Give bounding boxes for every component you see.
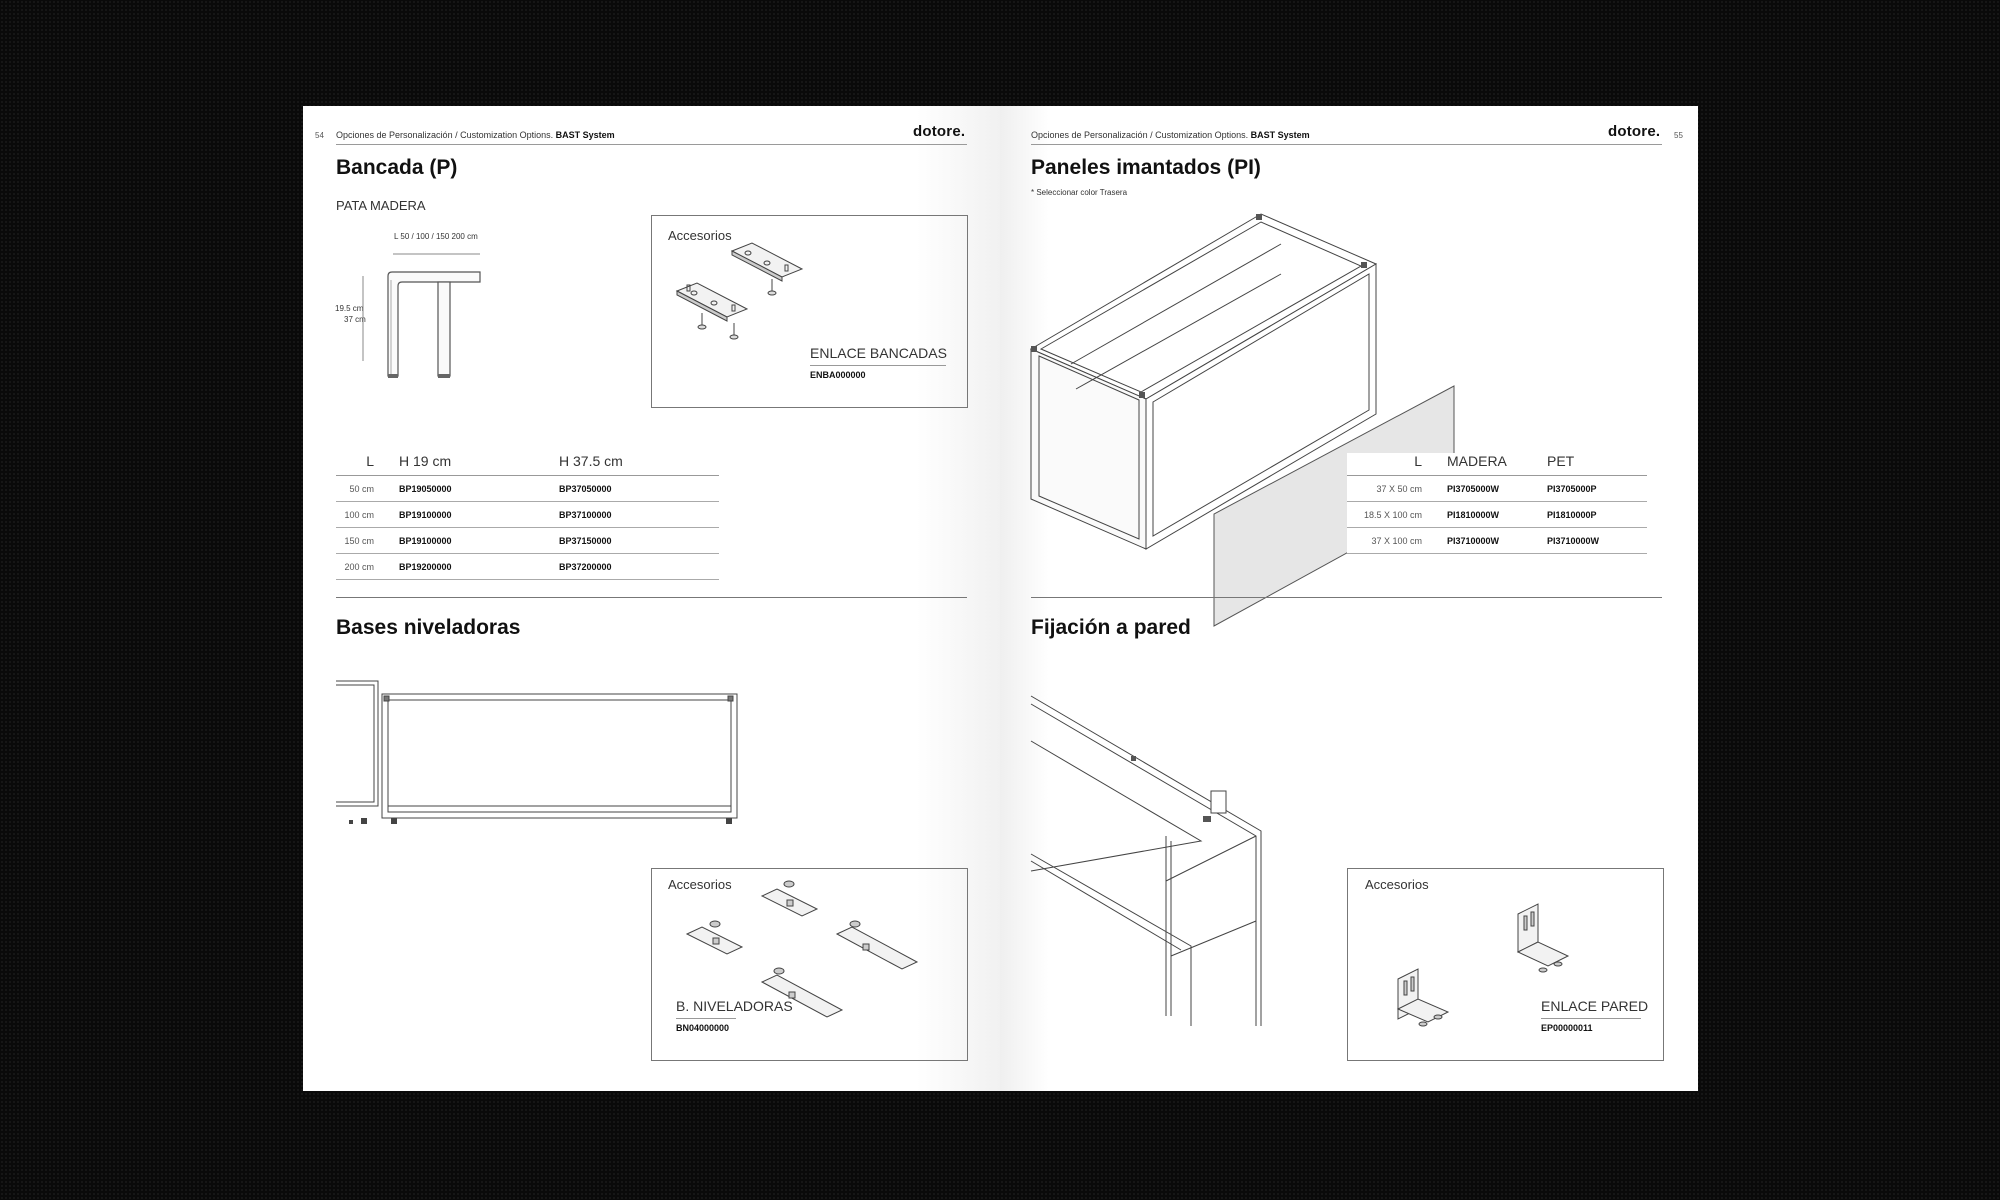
link-plate-drawing	[672, 241, 872, 361]
accessory-code: EP00000011	[1541, 1018, 1641, 1033]
table-header-h37: H 37.5 cm	[559, 453, 719, 476]
cell-l: 18.5 X 100 cm	[1347, 502, 1447, 528]
bancada-codes-table	[336, 453, 719, 580]
cell-l: 37 X 100 cm	[1347, 528, 1447, 554]
accessories-box-bancadas	[651, 215, 968, 408]
dimension-height-1: 19.5 cm	[335, 304, 364, 313]
wall-fixing-drawing	[1031, 696, 1281, 1026]
cell-code: PI3710000W	[1447, 528, 1547, 554]
cell-code: BP19050000	[399, 476, 559, 502]
cell-code: PI3705000W	[1447, 476, 1547, 502]
table-row	[336, 502, 719, 528]
panel-codes-table	[1347, 453, 1647, 554]
table-row	[336, 528, 719, 554]
accessories-label: Accesorios	[668, 877, 732, 892]
leveling-base-frame-drawing	[336, 676, 756, 836]
section-title-bancada: Bancada (P)	[336, 156, 458, 179]
table-row	[1347, 502, 1647, 528]
dimension-length: L 50 / 100 / 150 200 cm	[394, 232, 478, 241]
bancada-subtitle: PATA MADERA	[336, 198, 426, 213]
cell-code: BP19100000	[399, 528, 559, 554]
cell-code: BP37150000	[559, 528, 719, 554]
bench-leg-drawing	[358, 246, 478, 366]
header-rule	[336, 144, 967, 145]
table-header-madera: MADERA	[1447, 453, 1547, 476]
cell-l: 50 cm	[336, 476, 399, 502]
cell-code: BP37100000	[559, 502, 719, 528]
panel-note: * Seleccionar color Trasera	[1031, 188, 1128, 197]
cell-code: PI1810000W	[1447, 502, 1547, 528]
right-page	[1000, 106, 1698, 1091]
cell-code: BP37200000	[559, 554, 719, 580]
section-title-bases: Bases niveladoras	[336, 616, 521, 639]
table-header-l: L	[336, 453, 399, 476]
brand-logo: dotore.	[1608, 123, 1661, 140]
accessories-label: Accesorios	[1365, 877, 1429, 892]
cell-l: 150 cm	[336, 528, 399, 554]
header-rule	[1031, 144, 1662, 145]
accessories-box-pared	[1347, 868, 1664, 1061]
header-system: BAST System	[1250, 130, 1310, 140]
table-header-l: L	[1347, 453, 1447, 476]
page-number: 55	[1674, 131, 1683, 140]
page-number: 54	[315, 131, 324, 140]
page-header	[1031, 130, 1310, 140]
section-divider	[1031, 597, 1662, 598]
dimension-height-2: 37 cm	[344, 315, 366, 324]
accessory-code: ENBA000000	[810, 365, 946, 380]
section-title-fijacion: Fijación a pared	[1031, 616, 1191, 639]
cell-code: BP37050000	[559, 476, 719, 502]
accessory-name: ENLACE BANCADAS	[810, 345, 947, 361]
cell-code: BP19200000	[399, 554, 559, 580]
header-section: Opciones de Personalización / Customization Options.	[1031, 130, 1249, 140]
header-system: BAST System	[555, 130, 615, 140]
catalog-spread	[303, 106, 1698, 1091]
cell-code: PI1810000P	[1547, 502, 1647, 528]
accessories-label: Accesorios	[668, 228, 732, 243]
cell-code: PI3705000P	[1547, 476, 1647, 502]
left-page	[303, 106, 1000, 1091]
table-row	[336, 554, 719, 580]
brand-logo: dotore.	[913, 123, 966, 140]
table-header-h19: H 19 cm	[399, 453, 559, 476]
accessory-code: BN04000000	[676, 1018, 736, 1033]
cell-l: 37 X 50 cm	[1347, 476, 1447, 502]
header-section: Opciones de Personalización / Customization Options.	[336, 130, 554, 140]
table-row	[1347, 528, 1647, 554]
cell-l: 200 cm	[336, 554, 399, 580]
table-row	[336, 476, 719, 502]
section-divider	[336, 597, 967, 598]
table-header-pet: PET	[1547, 453, 1647, 476]
accessory-name: ENLACE PARED	[1541, 998, 1649, 1014]
accessory-name: B. NIVELADORAS	[676, 998, 793, 1014]
accessories-box-niveladoras	[651, 868, 968, 1061]
page-header	[336, 130, 615, 140]
cell-code: BP19100000	[399, 502, 559, 528]
section-title-paneles: Paneles imantados (PI)	[1031, 156, 1261, 179]
cell-l: 100 cm	[336, 502, 399, 528]
cell-code: PI3710000W	[1547, 528, 1647, 554]
table-row	[1347, 476, 1647, 502]
